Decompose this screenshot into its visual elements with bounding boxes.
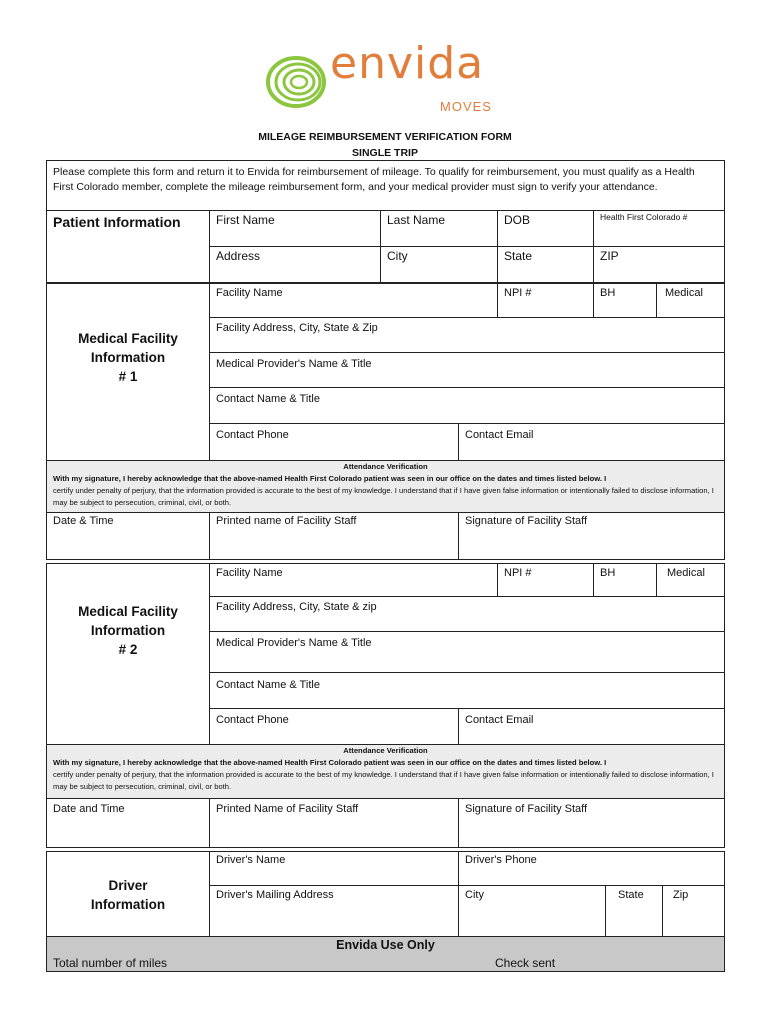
facility1-address-field[interactable] xyxy=(209,317,725,353)
driver-zip-label: Zip xyxy=(673,889,689,901)
city-label: City xyxy=(387,249,408,263)
driver-phone-label: Driver's Phone xyxy=(465,854,537,866)
facility1-phone-label: Contact Phone xyxy=(216,429,289,441)
attestation2-text: certify under penalty of perjury, that the information provided is accurate to the best of my knowledge. I understand that if I have given false information or intentionally failed to disclose information, I may be subject to persecution, criminal, civil, or both. xyxy=(53,770,714,791)
facility1-phone-field[interactable] xyxy=(209,423,459,461)
driver-city-field[interactable] xyxy=(458,885,606,937)
driver-address-field[interactable] xyxy=(209,885,459,937)
facility2-address-field[interactable] xyxy=(209,596,725,632)
facility2-npi-field[interactable] xyxy=(497,563,594,597)
logo-wordmark: envida xyxy=(330,38,485,89)
city-field[interactable] xyxy=(380,246,498,283)
attestation2-bold-text: With my signature, I hereby acknowledge that the above-named Health First Colorado patient was seen in our office on the dates and times listed below. I xyxy=(53,758,607,767)
facility1-provider-field[interactable] xyxy=(209,352,725,388)
facility1-section-line3: # 1 xyxy=(118,369,138,384)
patient-section xyxy=(46,210,210,283)
facility1-section-line1: Medical Facility xyxy=(78,331,178,346)
facility2-medical-label: Medical xyxy=(667,567,705,579)
attestation2-date-label: Date and Time xyxy=(53,803,125,815)
facility1-name-field[interactable] xyxy=(209,283,498,318)
attestation1-printed-label: Printed name of Facility Staff xyxy=(216,515,357,527)
facility1-section-line2: Information xyxy=(90,350,166,365)
envida-use-only-block xyxy=(46,936,725,972)
driver-name-label: Driver's Name xyxy=(216,854,286,866)
facility2-email-label: Contact Email xyxy=(465,714,534,726)
state-field[interactable] xyxy=(497,246,594,283)
facility2-npi-label: NPI # xyxy=(504,567,532,579)
hfc-number-label: Health First Colorado # xyxy=(600,212,688,222)
facility1-email-label: Contact Email xyxy=(465,429,534,441)
envida-use-only-heading: Envida Use Only xyxy=(336,938,435,952)
envida-logo xyxy=(262,38,512,120)
state-label: State xyxy=(504,249,533,263)
attestation1-printed-field[interactable] xyxy=(209,512,459,560)
attestation1-signature-label: Signature of Facility Staff xyxy=(465,515,588,527)
attestation2-date-field[interactable] xyxy=(46,798,210,848)
form-title: MILEAGE REIMBURSEMENT VERIFICATION FORM xyxy=(258,131,512,143)
facility2-email-field[interactable] xyxy=(458,708,725,745)
zip-field[interactable] xyxy=(593,246,725,283)
driver-phone-field[interactable] xyxy=(458,851,725,886)
last-name-field[interactable] xyxy=(380,210,498,247)
facility1-npi-label: NPI # xyxy=(504,287,532,299)
first-name-label: First Name xyxy=(216,213,275,227)
facility2-section-line2: Information xyxy=(90,623,166,638)
attestation2-block xyxy=(46,744,725,799)
facility1-name-label: Facility Name xyxy=(216,287,283,299)
driver-city-label: City xyxy=(465,889,484,901)
facility2-bh-field[interactable] xyxy=(593,563,657,597)
first-name-field[interactable] xyxy=(209,210,381,247)
facility1-npi-field[interactable] xyxy=(497,283,594,318)
driver-section-line2: Information xyxy=(90,897,166,912)
attestation2-signature-field[interactable] xyxy=(458,798,725,848)
facility2-medical-field[interactable] xyxy=(656,563,725,597)
form-subtitle: SINGLE TRIP xyxy=(352,147,418,159)
check-sent-label: Check sent xyxy=(495,956,556,970)
driver-state-field[interactable] xyxy=(605,885,663,937)
zip-label: ZIP xyxy=(600,249,619,263)
address-label: Address xyxy=(216,249,261,263)
facility2-contact-field[interactable] xyxy=(209,672,725,709)
facility1-section xyxy=(46,283,210,461)
facility1-provider-label: Medical Provider's Name & Title xyxy=(216,358,372,370)
patient-section-label: Patient Information xyxy=(53,214,181,230)
facility2-section-line3: # 2 xyxy=(118,642,138,657)
last-name-label: Last Name xyxy=(387,213,446,227)
facility2-provider-label: Medical Provider's Name & Title xyxy=(216,637,372,649)
facility2-address-label: Facility Address, City, State & zip xyxy=(216,601,377,613)
facility1-medical-field[interactable] xyxy=(656,283,725,318)
dob-label: DOB xyxy=(504,213,531,227)
facility1-contact-label: Contact Name & Title xyxy=(216,393,320,405)
driver-section xyxy=(46,851,210,937)
attestation1-block xyxy=(46,460,725,513)
intro-text: Please complete this form and return it to Envida for reimbursement of mileage. To qualify for reimbursement, you must qualify as a Health First Colorado member, complete the mileage reimbursement form, and your medical provider must sign to verify your attendance. xyxy=(46,160,725,212)
facility1-email-field[interactable] xyxy=(458,423,725,461)
facility2-name-label: Facility Name xyxy=(216,567,283,579)
attestation2-printed-field[interactable] xyxy=(209,798,459,848)
facility2-bh-label: BH xyxy=(600,567,616,579)
driver-zip-field[interactable] xyxy=(662,885,725,937)
facility2-section xyxy=(46,563,210,745)
facility2-section-line1: Medical Facility xyxy=(78,604,178,619)
facility1-contact-field[interactable] xyxy=(209,387,725,424)
address-field[interactable] xyxy=(209,246,381,283)
facility2-name-field[interactable] xyxy=(209,563,498,597)
facility2-provider-field[interactable] xyxy=(209,631,725,673)
attestation1-bold-text: With my signature, I hereby acknowledge that the above-named Health First Colorado patient was seen in our office on the dates and times listed below. I xyxy=(53,474,607,483)
driver-address-label: Driver's Mailing Address xyxy=(216,889,334,901)
logo-subtitle: MOVES xyxy=(440,99,492,114)
attestation1-date-field[interactable] xyxy=(46,512,210,560)
driver-section-line1: Driver xyxy=(108,878,148,893)
dob-field[interactable] xyxy=(497,210,594,247)
facility2-phone-field[interactable] xyxy=(209,708,459,745)
driver-state-label: State xyxy=(618,889,644,901)
driver-name-field[interactable] xyxy=(209,851,459,886)
hfc-number-field[interactable] xyxy=(593,210,725,247)
facility2-contact-label: Contact Name & Title xyxy=(216,679,320,691)
total-miles-label: Total number of miles xyxy=(53,956,168,970)
attestation1-text: certify under penalty of perjury, that the information provided is accurate to the best of my knowledge. I understand that if I have given false information or intentionally failed to disclose information, I may be subject to persecution, criminal, civil, or both. xyxy=(53,486,714,507)
facility1-medical-label: Medical xyxy=(665,287,703,299)
facility1-address-label: Facility Address, City, State & Zip xyxy=(216,322,378,334)
envida-swirl-icon xyxy=(262,46,332,116)
attestation1-date-label: Date & Time xyxy=(53,515,114,527)
attestation2-signature-label: Signature of Facility Staff xyxy=(465,803,588,815)
attestation1-signature-field[interactable] xyxy=(458,512,725,560)
attestation2-printed-label: Printed Name of Facility Staff xyxy=(216,803,359,815)
facility2-phone-label: Contact Phone xyxy=(216,714,289,726)
facility1-bh-field[interactable] xyxy=(593,283,657,318)
attestation1-heading: Attendance Verification xyxy=(343,462,428,471)
attestation2-heading: Attendance Verification xyxy=(343,746,428,755)
facility1-bh-label: BH xyxy=(600,287,616,299)
